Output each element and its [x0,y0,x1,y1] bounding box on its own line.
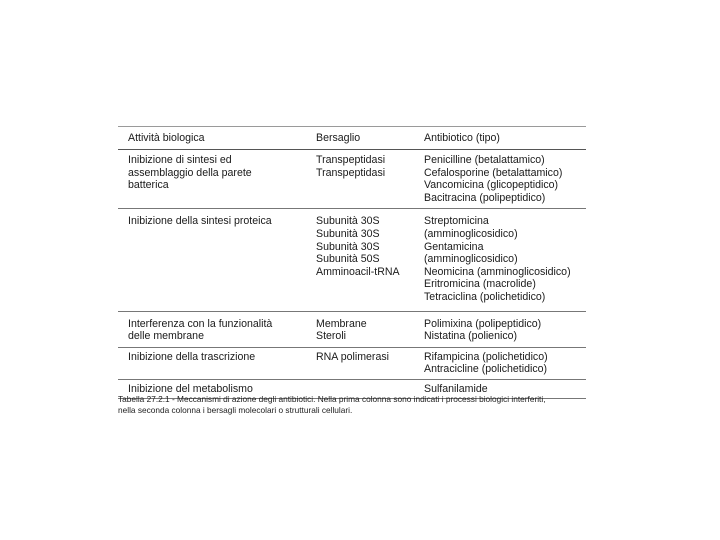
cell-line: Transpeptidasi [316,166,386,179]
cell-line: Nistatina (polienico) [424,330,518,343]
cell-line: Cefalosporine (betalattamico) [424,166,563,179]
cell-line: Inibizione della sintesi proteica [128,215,272,228]
cell-line: Subunità 50S [316,253,380,266]
cell-line: Interferenza con la funzionalità [128,317,273,330]
cell-line: (amminoglicosidico) [424,227,518,240]
cell-line: Steroli [316,330,347,343]
cell-line: (amminoglicosidico) [424,253,518,266]
cell-antibiotic [414,209,586,311]
cell-line: Rifampicina (polichetidico) [424,350,548,363]
table-row [118,209,586,311]
header-activity: Attività biologica [118,127,306,150]
cell-target [306,311,414,347]
cell-activity [118,209,306,311]
cell-line: Polimixina (polipeptidico) [424,317,542,330]
cell-line: Subunità 30S [316,215,380,228]
table-row [118,347,586,379]
table-header-row [118,127,586,150]
cell-line: assemblaggio della parete [128,166,252,179]
table-caption [118,394,608,416]
cell-target [306,347,414,379]
cell-activity [118,311,306,347]
header-target: Bersaglio [306,127,414,150]
cell-line: delle membrane [128,330,204,343]
antibiotics-table [118,126,586,399]
table-row [118,150,586,209]
table-body [118,150,586,399]
cell-line: Inibizione di sintesi ed [128,154,232,166]
cell-line: Transpeptidasi [316,154,386,166]
cell-antibiotic [414,311,586,347]
cell-line: Inibizione del metabolismo [128,382,253,395]
cell-activity [118,347,306,379]
cell-target [306,209,414,311]
cell-line: Eritromicina (macrolide) [424,278,536,291]
cell-line: Membrane [316,317,367,330]
cell-line: Amminoacil-tRNA [316,265,400,278]
cell-line: Tetraciclina (polichetidico) [424,290,546,303]
cell-line: Streptomicina [424,215,489,228]
cell-line: Sulfanilamide [424,382,488,395]
cell-line: Gentamicina [424,240,484,253]
cell-line: Subunità 30S [316,227,380,240]
cell-target [306,150,414,209]
cell-line: Antracicline (polichetidico) [424,363,548,376]
cell-line: Inibizione della trascrizione [128,350,256,363]
cell-line: batterica [128,179,169,192]
cell-line: Bacitracina (polipeptidico) [424,191,546,204]
cell-line: Penicilline (betalattamico) [424,154,545,166]
cell-antibiotic [414,150,586,209]
caption-line-2: nella seconda colonna i bersagli molecolari o strutturali cellulari. [118,405,353,415]
cell-activity [118,150,306,209]
caption-line-1: Tabella 27.2.1 - Meccanismi di azione degli antibiotici. Nella prima colonna sono indicati i processi biologici interferiti, [118,394,546,404]
cell-line: Subunità 30S [316,240,380,253]
cell-line: RNA polimerasi [316,350,390,363]
table-row [118,311,586,347]
antibiotics-table-container [118,126,586,399]
cell-antibiotic [414,347,586,379]
header-antibiotic: Antibiotico (tipo) [414,127,586,150]
cell-line: Neomicina (amminoglicosidico) [424,265,571,278]
cell-line: Vancomicina (glicopeptidico) [424,179,559,192]
